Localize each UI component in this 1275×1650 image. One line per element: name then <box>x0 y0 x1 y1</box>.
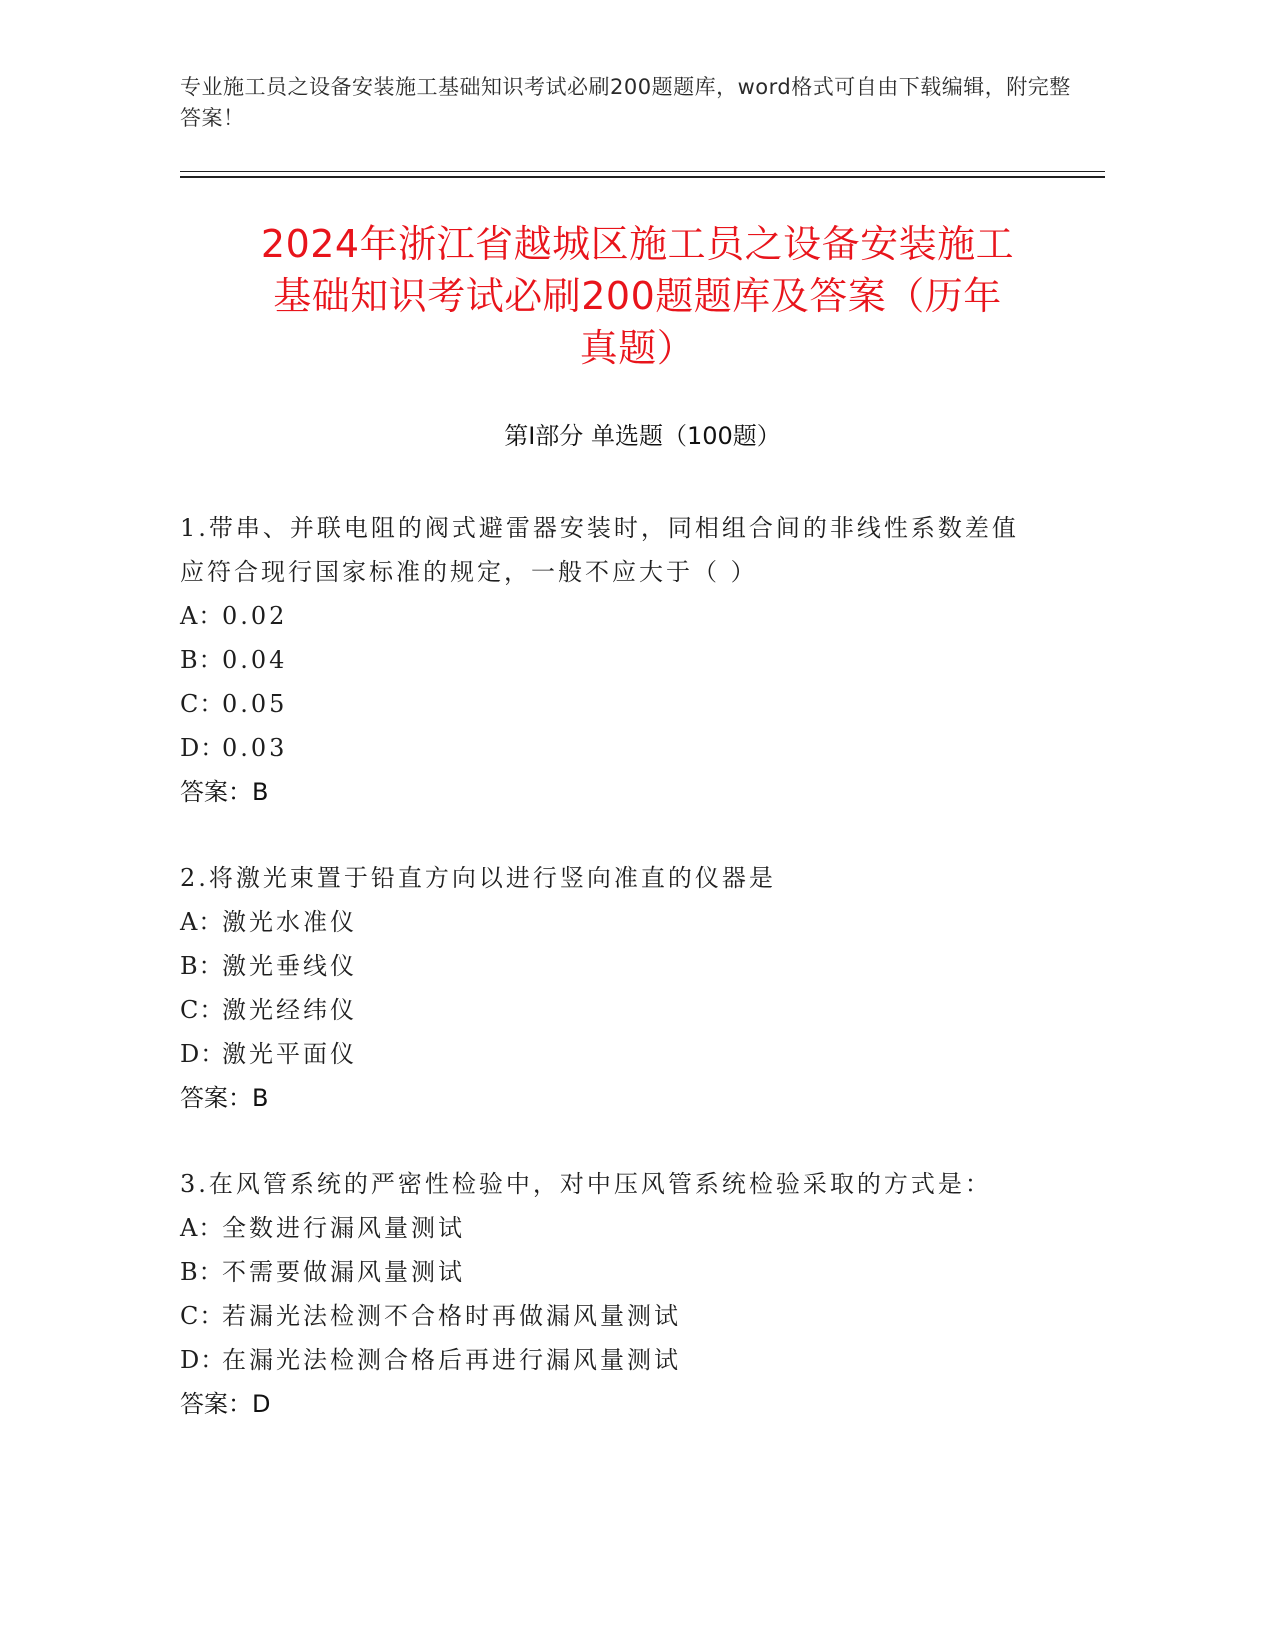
option-text: 若漏光法检测不合格时再做漏风量测试 <box>222 1302 681 1330</box>
option-a <box>180 594 1040 638</box>
document-title <box>160 218 1115 374</box>
question-stem: 3.在风管系统的严密性检验中，对中压风管系统检验采取的方式是： <box>180 1170 992 1198</box>
option-label: D： <box>180 1040 226 1068</box>
option-text: 0.05 <box>222 690 288 718</box>
title-line: 基础知识考试必刷200题题库及答案（历年 <box>273 274 1002 318</box>
option-c <box>180 682 1040 726</box>
option-text: 激光经纬仪 <box>222 996 357 1024</box>
option-label: A： <box>180 602 224 630</box>
option-d <box>180 726 1040 770</box>
question-list <box>180 506 1040 1468</box>
option-a <box>180 1206 1040 1250</box>
option-text: 在漏光法检测合格后再进行漏风量测试 <box>222 1346 681 1374</box>
option-text: 0.03 <box>222 734 288 762</box>
option-text: 激光水准仪 <box>222 908 357 936</box>
question-item <box>180 506 1040 814</box>
option-label: A： <box>180 1214 224 1242</box>
option-b <box>180 638 1040 682</box>
option-label: C： <box>180 1302 225 1330</box>
title-line: 真题） <box>579 326 696 370</box>
question-item <box>180 1162 1040 1426</box>
option-c <box>180 1294 1040 1338</box>
option-label: D： <box>180 734 226 762</box>
option-a <box>180 900 1040 944</box>
title-line: 2024年浙江省越城区施工员之设备安装施工 <box>260 222 1015 266</box>
option-text: 0.02 <box>222 602 288 630</box>
header-divider-thick <box>180 176 1105 178</box>
option-label: D： <box>180 1346 226 1374</box>
option-label: B： <box>180 1258 224 1286</box>
option-d <box>180 1032 1040 1076</box>
header-divider-thin <box>180 171 1105 172</box>
option-text: 不需要做漏风量测试 <box>222 1258 465 1286</box>
option-d <box>180 1338 1040 1382</box>
answer-line: 答案：D <box>180 1390 271 1418</box>
answer-line: 答案：B <box>180 778 269 806</box>
option-text: 激光垂线仪 <box>222 952 357 980</box>
answer-line: 答案：B <box>180 1084 269 1112</box>
option-label: B： <box>180 646 224 674</box>
option-b <box>180 1250 1040 1294</box>
option-text: 0.04 <box>222 646 288 674</box>
option-label: B： <box>180 952 224 980</box>
option-c <box>180 988 1040 1032</box>
option-label: A： <box>180 908 224 936</box>
option-label: C： <box>180 690 225 718</box>
question-stem: 1.带串、并联电阻的阀式避雷器安装时，同相组合间的非线性系数差值应符合现行国家标准的规定，一般不应大于（ ） <box>180 514 1019 586</box>
option-text: 全数进行漏风量测试 <box>222 1214 465 1242</box>
question-item <box>180 856 1040 1120</box>
option-b <box>180 944 1040 988</box>
question-stem: 2.将激光束置于铅直方向以进行竖向准直的仪器是 <box>180 864 776 892</box>
option-label: C： <box>180 996 225 1024</box>
section-title: 第I部分 单选题（100题） <box>504 422 781 450</box>
header-note: 专业施工员之设备安装施工基础知识考试必刷200题题库，word格式可自由下载编辑，附完整答案！ <box>180 75 1071 130</box>
option-text: 激光平面仪 <box>222 1040 357 1068</box>
